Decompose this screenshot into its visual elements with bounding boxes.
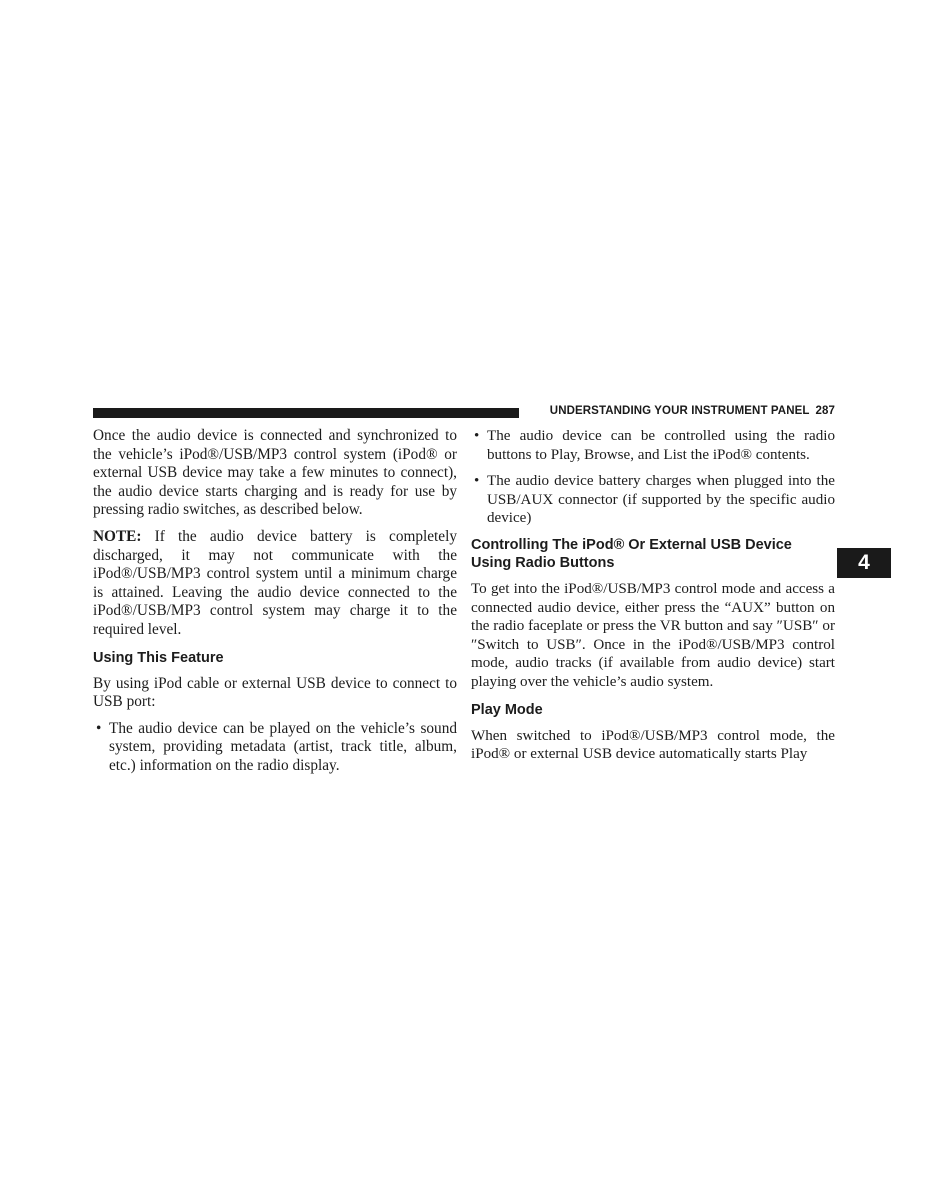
controlling-paragraph: To get into the iPod®/USB/MP3 control mode and access a connected audio device, either press the “AUX” button on the radio faceplate or press the VR button and say ″USB″ or ″Switch to USB″. Once in the iPod®/USB/MP3 control mode, audio tracks (if available from audio device) start playing over the vehicle’s audio system. [471,580,835,690]
note-text: If the audio device battery is completely discharged, it may not communicate with the iPod®/USB/MP3 control system until a minimum charge is attained. Leaving the audio device connected to the iPod®/USB/MP3 control system may charge it to the required level. [93,527,457,638]
left-bullet-list [93,720,457,776]
right-bullet-list [471,427,835,528]
list-item-text: The audio device can be controlled using the radio buttons to Play, Browse, and List the iPod® contents. [487,428,835,463]
running-header [530,405,835,417]
list-item [471,472,835,528]
intro-paragraph: Once the audio device is connected and synchronized to the vehicle’s iPod®/USB/MP3 control system (iPod® or external USB device may take a few minutes to connect), the audio device starts charging and is ready for use by pressing radio switches, as described below. [93,427,457,519]
heading-controlling: Controlling The iPod® Or External USB Device Using Radio Buttons [471,536,792,571]
page-number: 287 [815,405,835,417]
list-item [93,720,457,776]
play-mode-paragraph: When switched to iPod®/USB/MP3 control mode, the iPod® or external USB device automatically starts Play [471,727,835,763]
note-label: NOTE: [93,527,142,545]
bullet-icon: • [474,473,480,490]
list-item-text: The audio device can be played on the vehicle’s sound system, providing metadata (artist, track title, album, etc.) information on the radio display. [109,719,457,774]
heading-play-mode: Play Mode [471,701,543,718]
section-title: UNDERSTANDING YOUR INSTRUMENT PANEL [549,405,810,417]
list-item [471,427,835,464]
note-paragraph [93,528,457,640]
heading-using-this-feature: Using This Feature [93,649,224,666]
right-column [471,427,835,764]
bullet-icon: • [474,428,480,444]
chapter-tab: 4 [837,548,891,578]
list-item-text: The audio device battery charges when plugged into the USB/AUX connector (if supported by the specific audio device) [487,473,835,527]
bullet-icon: • [96,719,102,737]
header-rule-bar [93,408,519,418]
using-paragraph: By using iPod cable or external USB device to connect to USB port: [93,674,457,711]
left-column [93,427,457,776]
